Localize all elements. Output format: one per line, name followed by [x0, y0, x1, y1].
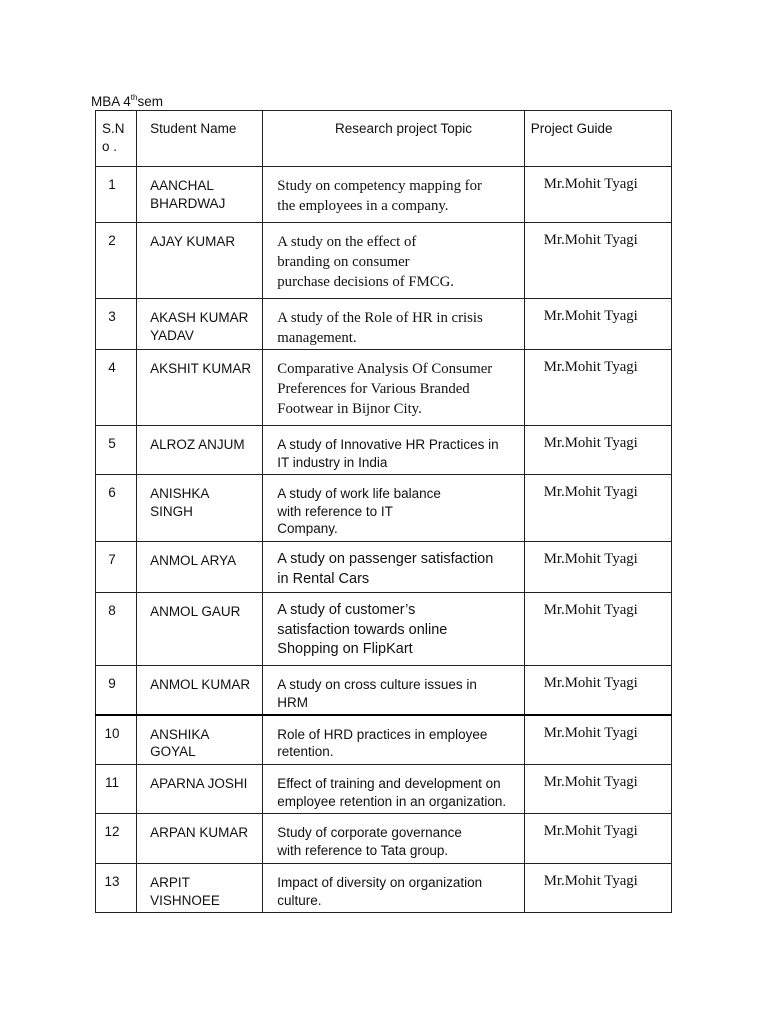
topic-cell-text: Study on competency mapping for the employees in a company.	[277, 178, 482, 214]
sno-cell-text: 12	[104, 824, 120, 839]
topic-cell	[263, 666, 524, 715]
table-row	[96, 593, 672, 666]
table-row	[96, 666, 672, 715]
table-row	[96, 223, 672, 299]
guide-cell-text: Mr.Mohit Tyagi	[543, 873, 638, 889]
column-header-student-name	[137, 111, 263, 167]
student-name-cell-text: AANCHAL BHARDWAJ	[150, 178, 226, 211]
column-header-sno	[96, 111, 137, 167]
topic-cell	[263, 715, 524, 765]
table-row	[96, 864, 672, 913]
sno-cell-text: 7	[108, 552, 116, 567]
sno-cell	[96, 715, 137, 765]
student-name-cell-text: AKASH KUMAR YADAV	[150, 310, 249, 343]
sno-cell	[96, 299, 137, 350]
student-name-cell	[137, 765, 263, 814]
guide-cell	[524, 475, 671, 542]
topic-cell-text: Impact of diversity on organization culture.	[277, 875, 483, 908]
topic-cell	[263, 299, 524, 350]
sno-cell-text: 1	[108, 177, 116, 192]
guide-cell-text: Mr.Mohit Tyagi	[543, 308, 638, 324]
topic-cell-text: A study of work life balance with reference to IT Company.	[277, 486, 441, 536]
student-name-cell	[137, 167, 263, 223]
sno-cell-text: 4	[108, 360, 116, 375]
student-name-cell-text: ALROZ ANJUM	[150, 437, 245, 452]
column-header-sno-label: S.N o .	[102, 121, 125, 154]
topic-cell	[263, 223, 524, 299]
topic-cell-text: A study of Innovative HR Practices in IT industry in India	[277, 437, 499, 470]
sno-cell	[96, 426, 137, 475]
topic-cell-text: Effect of training and development on employee retention in an organization.	[277, 776, 507, 809]
topic-cell-text: A study on passenger satisfaction in Rental Cars	[277, 551, 494, 587]
guide-cell	[524, 765, 671, 814]
student-name-cell	[137, 426, 263, 475]
sno-cell-text: 11	[105, 775, 120, 790]
column-header-topic-label: Research project Topic	[334, 121, 473, 136]
column-header-topic	[263, 111, 524, 167]
student-name-cell-text: ARPAN KUMAR	[150, 825, 249, 840]
column-header-guide-label: Project Guide	[530, 121, 613, 136]
student-name-cell	[137, 666, 263, 715]
student-name-cell	[137, 864, 263, 913]
page-heading	[91, 93, 163, 109]
topic-cell	[263, 475, 524, 542]
guide-cell	[524, 167, 671, 223]
topic-cell	[263, 765, 524, 814]
topic-cell	[263, 167, 524, 223]
student-name-cell	[137, 542, 263, 593]
guide-cell	[524, 715, 671, 765]
sno-cell	[96, 666, 137, 715]
guide-cell	[524, 223, 671, 299]
sno-cell-text: 6	[108, 485, 116, 500]
sno-cell-text: 8	[108, 603, 116, 618]
sno-cell	[96, 542, 137, 593]
student-name-cell-text: ANMOL ARYA	[150, 553, 237, 568]
project-table	[95, 110, 672, 913]
student-name-cell	[137, 475, 263, 542]
student-name-cell	[137, 814, 263, 864]
student-name-cell	[137, 223, 263, 299]
sno-cell	[96, 475, 137, 542]
guide-cell	[524, 542, 671, 593]
sno-cell-text: 5	[108, 436, 116, 451]
guide-cell	[524, 814, 671, 864]
table-row	[96, 765, 672, 814]
table-row	[96, 350, 672, 426]
student-name-cell-text: ARPIT VISHNOEE	[150, 875, 220, 908]
topic-cell	[263, 350, 524, 426]
heading-prefix: MBA 4	[91, 94, 131, 109]
guide-cell-text: Mr.Mohit Tyagi	[543, 435, 638, 451]
sno-cell	[96, 814, 137, 864]
sno-cell-text: 9	[108, 676, 116, 691]
guide-cell-text: Mr.Mohit Tyagi	[543, 176, 638, 192]
student-name-cell	[137, 299, 263, 350]
topic-cell	[263, 814, 524, 864]
student-name-cell-text: APARNA JOSHI	[150, 776, 248, 791]
guide-cell	[524, 864, 671, 913]
guide-cell-text: Mr.Mohit Tyagi	[543, 232, 638, 248]
student-name-cell-text: ANMOL GAUR	[150, 604, 241, 619]
sno-cell	[96, 593, 137, 666]
topic-cell-text: A study on cross culture issues in HRM	[277, 677, 477, 710]
sno-cell-text: 2	[108, 233, 116, 248]
guide-cell-text: Mr.Mohit Tyagi	[543, 551, 638, 567]
student-name-cell-text: ANMOL KUMAR	[150, 677, 251, 692]
guide-cell-text: Mr.Mohit Tyagi	[543, 823, 638, 839]
guide-cell	[524, 350, 671, 426]
sno-cell	[96, 350, 137, 426]
guide-cell-text: Mr.Mohit Tyagi	[543, 359, 638, 375]
guide-cell	[524, 666, 671, 715]
table-row	[96, 542, 672, 593]
sno-cell-text: 10	[104, 725, 120, 741]
sno-cell	[96, 864, 137, 913]
topic-cell-text: A study of the Role of HR in crisis management.	[277, 310, 483, 346]
topic-cell-text: Study of corporate governance with reference to Tata group.	[277, 825, 462, 858]
table-row	[96, 426, 672, 475]
column-header-guide	[524, 111, 671, 167]
heading-suffix: sem	[137, 94, 163, 109]
table-row	[96, 715, 672, 765]
student-name-cell-text: ANSHIKA GOYAL	[150, 726, 210, 759]
student-name-cell	[137, 350, 263, 426]
topic-cell-text: Role of HRD practices in employee retention.	[277, 726, 488, 759]
guide-cell-text: Mr.Mohit Tyagi	[543, 774, 638, 790]
sno-cell	[96, 223, 137, 299]
topic-cell	[263, 593, 524, 666]
guide-cell	[524, 593, 671, 666]
table-row	[96, 814, 672, 864]
topic-cell-text: Comparative Analysis Of Consumer Preferences for Various Branded Footwear in Bijnor City.	[277, 361, 493, 417]
student-name-cell-text: AJAY KUMAR	[150, 234, 236, 249]
table-row	[96, 299, 672, 350]
guide-cell	[524, 426, 671, 475]
topic-cell	[263, 864, 524, 913]
header-row	[96, 111, 672, 167]
topic-cell-text: A study of customer’s satisfaction towards online Shopping on FlipKart	[277, 602, 448, 657]
table-row	[96, 167, 672, 223]
sno-cell	[96, 167, 137, 223]
column-header-student-name-label: Student Name	[150, 121, 237, 136]
sno-cell	[96, 765, 137, 814]
student-name-cell-text: ANISHKA SINGH	[150, 486, 210, 519]
guide-cell-text: Mr.Mohit Tyagi	[543, 724, 638, 741]
student-name-cell	[137, 715, 263, 765]
sno-cell-text: 13	[104, 874, 120, 889]
student-name-cell	[137, 593, 263, 666]
topic-cell	[263, 542, 524, 593]
student-name-cell-text: AKSHIT KUMAR	[150, 361, 252, 376]
heading-superscript: th	[130, 93, 138, 102]
topic-cell-text: A study on the effect of branding on consumer purchase decisions of FMCG.	[277, 234, 454, 290]
table-row	[96, 475, 672, 542]
topic-cell	[263, 426, 524, 475]
sno-cell-text: 3	[108, 309, 116, 324]
guide-cell-text: Mr.Mohit Tyagi	[543, 675, 638, 691]
guide-cell-text: Mr.Mohit Tyagi	[543, 602, 638, 618]
guide-cell-text: Mr.Mohit Tyagi	[543, 484, 638, 500]
guide-cell	[524, 299, 671, 350]
